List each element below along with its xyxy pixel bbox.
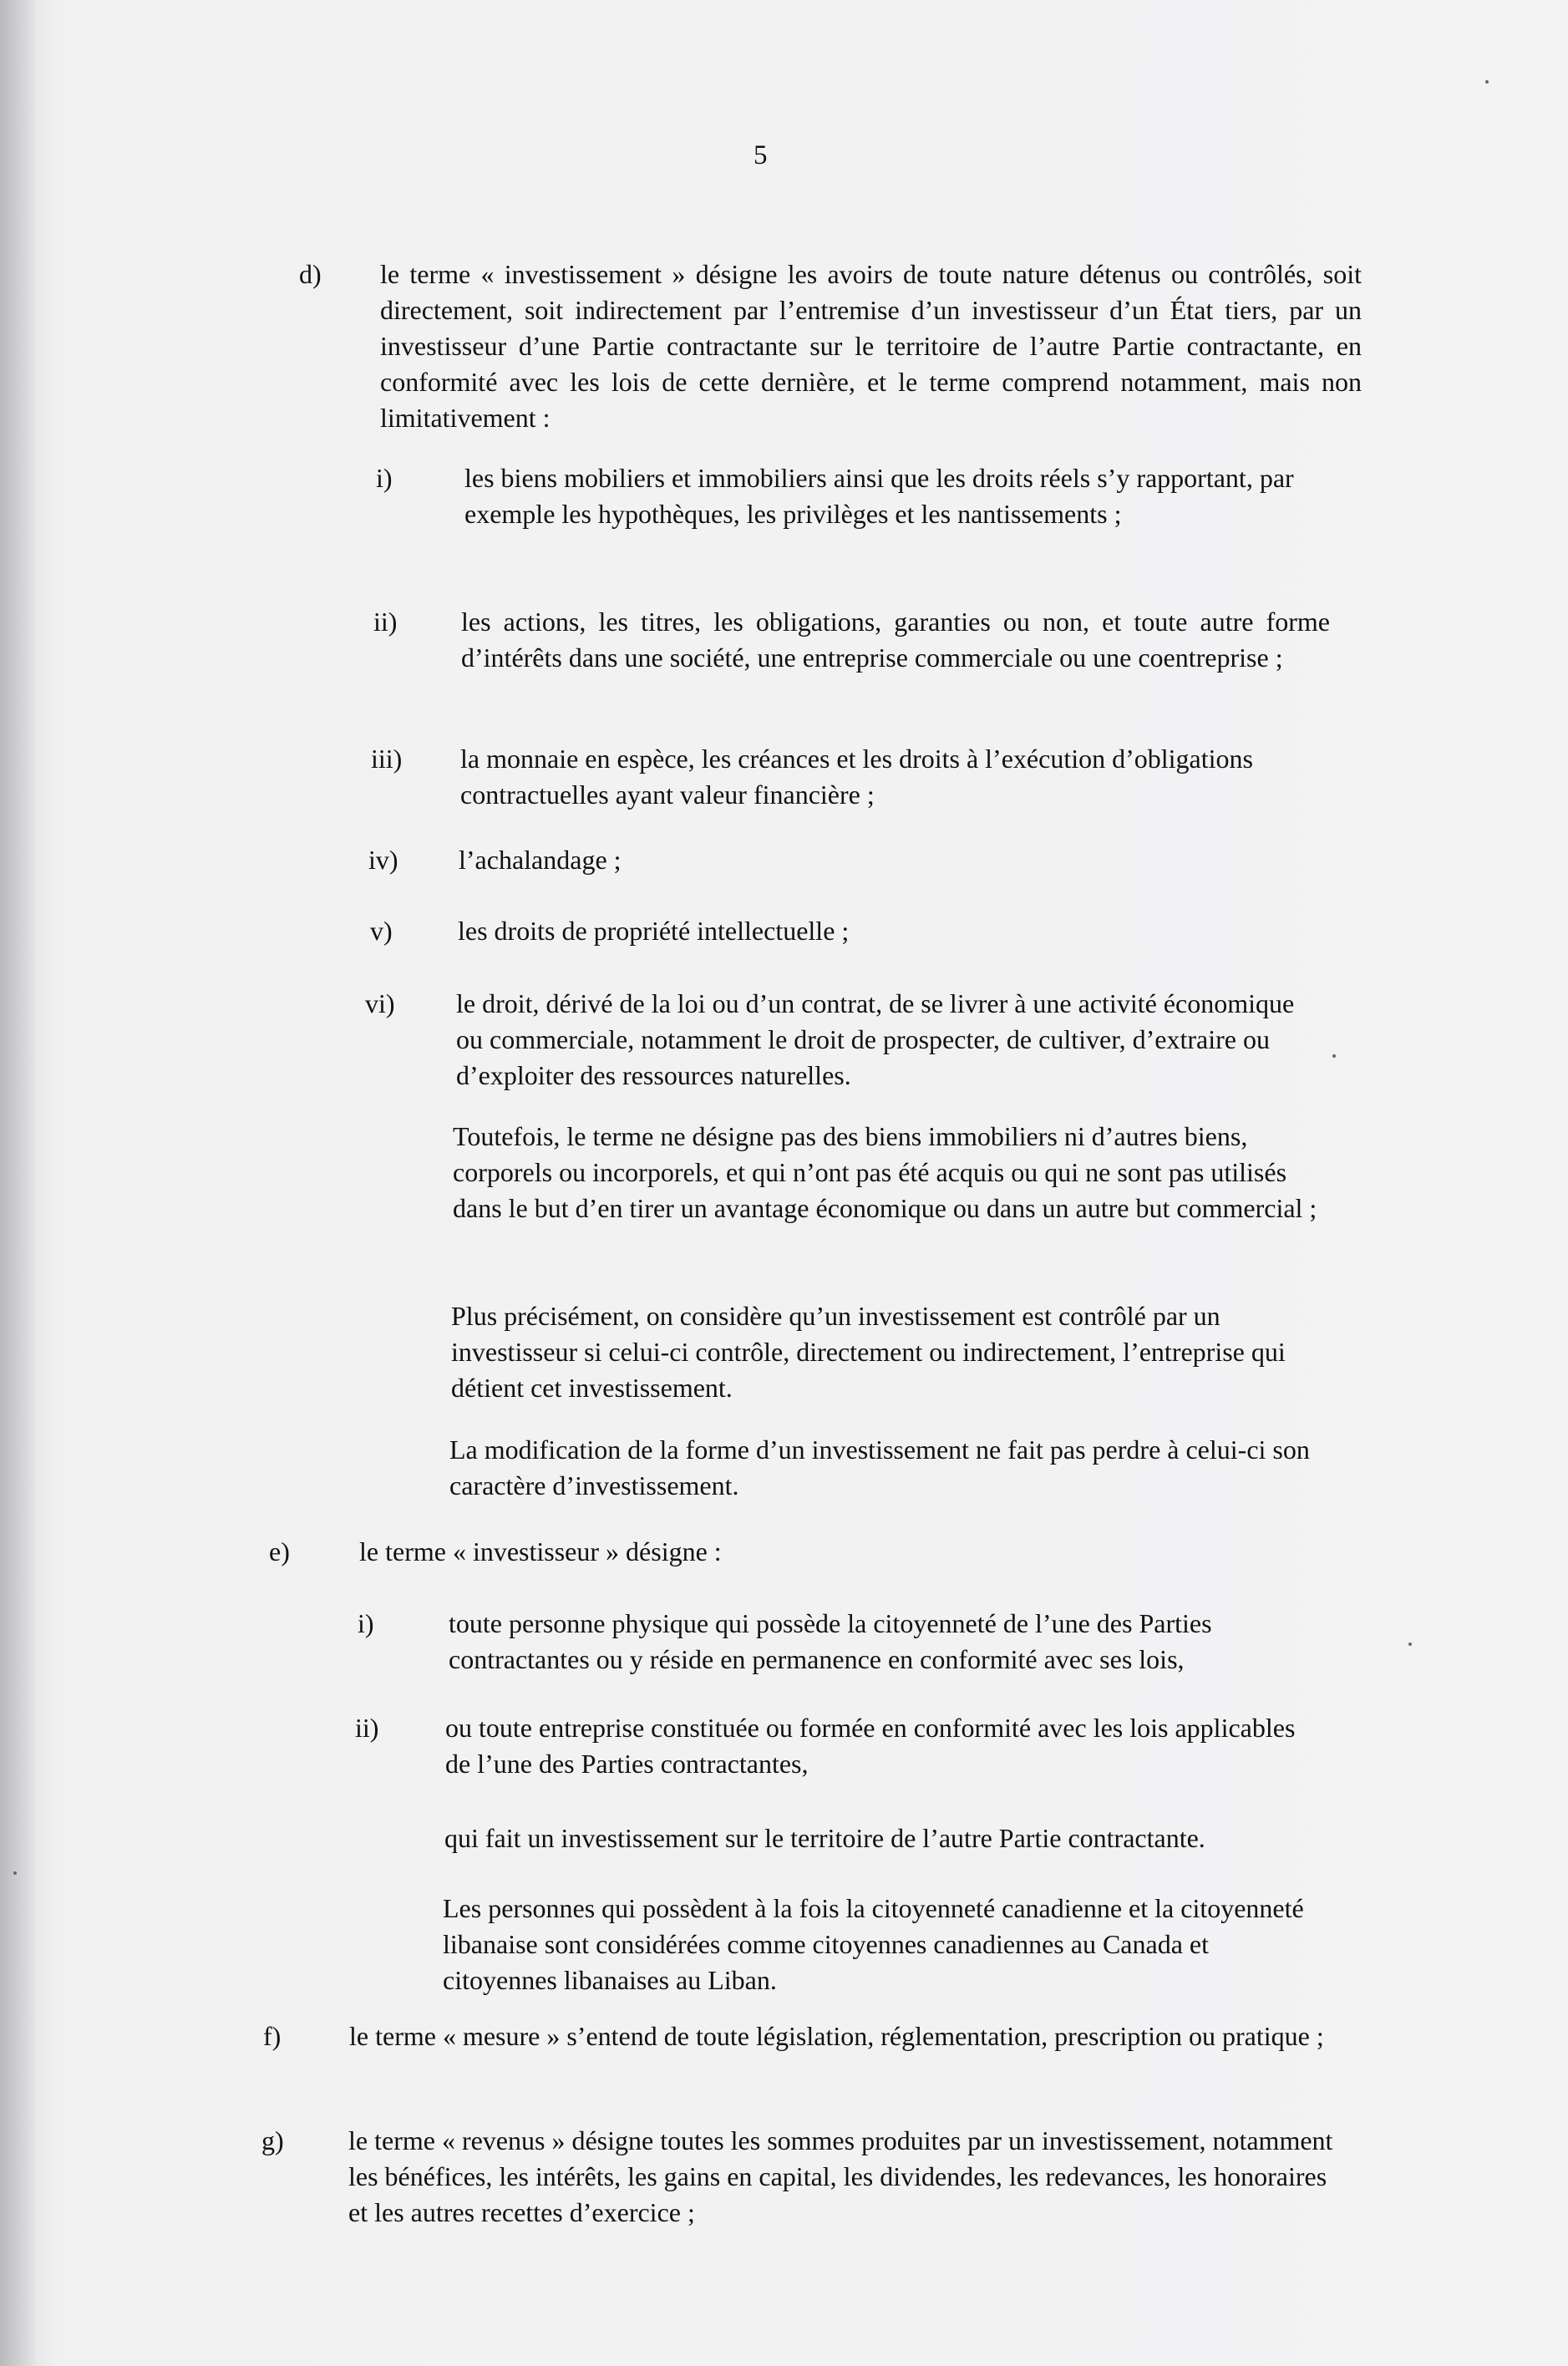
- scan-speck: [13, 1871, 17, 1875]
- page-number: 5: [754, 140, 768, 170]
- clause-d-paragraph-control: Plus précisément, on considère qu’un investissement est contrôlé par un investisseur si celui-ci contrôle, directement ou indirectement, l’entreprise qui détient cet investissement.: [451, 1301, 1286, 1403]
- clause-e-paragraph-citizenship: Les personnes qui possèdent à la fois la citoyenneté canadienne et la citoyenneté libanaise sont considérées comme citoyennes canadiennes au Canada et citoyennes libanaises au Liban.: [443, 1893, 1304, 1995]
- clause-d-item-v-label: v): [370, 916, 393, 946]
- clause-d-item-i-label: i): [376, 463, 393, 493]
- clause-d-item-ii-text: les actions, les titres, les obligations, garanties ou non, et toute autre forme d’intérêts dans une société, une entreprise commerciale ou une coentreprise ;: [461, 607, 1330, 673]
- clause-e-item-i-label: i): [358, 1608, 374, 1638]
- scan-speck: [1485, 80, 1489, 84]
- clause-f-label: f): [263, 2021, 282, 2051]
- page-spine-shadow: [0, 0, 37, 2366]
- clause-d-item-v-text: les droits de propriété intellectuelle ;: [458, 916, 850, 946]
- clause-e-label: e): [269, 1536, 290, 1566]
- clause-g-text: le terme « revenus » désigne toutes les sommes produites par un investissement, notamment les bénéfices, les intérêts, les gains en capital, les dividendes, les redevances, les honoraires et les autres recettes d’exercice ;: [348, 2125, 1333, 2227]
- clause-d-text: le terme « investissement » désigne les avoirs de toute nature détenus ou contrôlés, soit directement, soit indirectement par l’entremise d’un investisseur d’un État tiers, par un investisseur d’une Partie contractante sur le territoire de l’autre Partie contractante, en conformité avec les lois de cette dernière, et le terme comprend notamment, mais non limitativement :: [380, 259, 1362, 433]
- clause-d-paragraph-exclusion: Toutefois, le terme ne désigne pas des biens immobiliers ni d’autres biens, corporels ou incorporels, et qui n’ont pas été acquis ou qui ne sont pas utilisés dans le but d’en tirer un avantage économique ou dans un autre but commercial ;: [453, 1121, 1317, 1223]
- scan-speck: [1408, 1642, 1412, 1646]
- clause-d-label: d): [299, 259, 322, 289]
- clause-e-item-i-text: toute personne physique qui possède la citoyenneté de l’une des Parties contractantes ou y réside en permanence en conformité avec ses lois,: [449, 1608, 1212, 1674]
- clause-d-item-iii-label: iii): [371, 744, 403, 774]
- clause-d-item-iv-label: iv): [368, 845, 398, 875]
- clause-e-item-ii-text: ou toute entreprise constituée ou formée en conformité avec les lois applicables de l’une des Parties contractantes,: [445, 1713, 1296, 1779]
- scan-speck: [1332, 1054, 1336, 1058]
- clause-d-item-iv-text: l’achalandage ;: [459, 845, 622, 875]
- clause-d-item-vi-text: le droit, dérivé de la loi ou d’un contrat, de se livrer à une activité économique ou commerciale, notamment le droit de prospecter, de cultiver, d’extraire ou d’exploiter des ressources naturelles.: [456, 988, 1295, 1090]
- clause-e-item-ii-label: ii): [355, 1713, 379, 1743]
- clause-d-item-ii-label: ii): [373, 607, 398, 637]
- clause-g-label: g): [261, 2125, 284, 2155]
- clause-e-text: le terme « investisseur » désigne :: [359, 1536, 722, 1566]
- clause-f-text: le terme « mesure » s’entend de toute législation, réglementation, prescription ou pratique ;: [349, 2021, 1324, 2051]
- clause-d-item-iii-text: la monnaie en espèce, les créances et les droits à l’exécution d’obligations contractuelles ayant valeur financière ;: [460, 744, 1253, 810]
- clause-d-item-i-text: les biens mobiliers et immobiliers ainsi que les droits réels s’y rapportant, par exemple les hypothèques, les privilèges et les nantissements ;: [464, 463, 1294, 529]
- clause-d-item-vi-label: vi): [365, 988, 395, 1018]
- clause-e-paragraph-investment: qui fait un investissement sur le territoire de l’autre Partie contractante.: [444, 1823, 1205, 1853]
- clause-d-paragraph-form: La modification de la forme d’un investissement ne fait pas perdre à celui-ci son caractère d’investissement.: [449, 1434, 1310, 1500]
